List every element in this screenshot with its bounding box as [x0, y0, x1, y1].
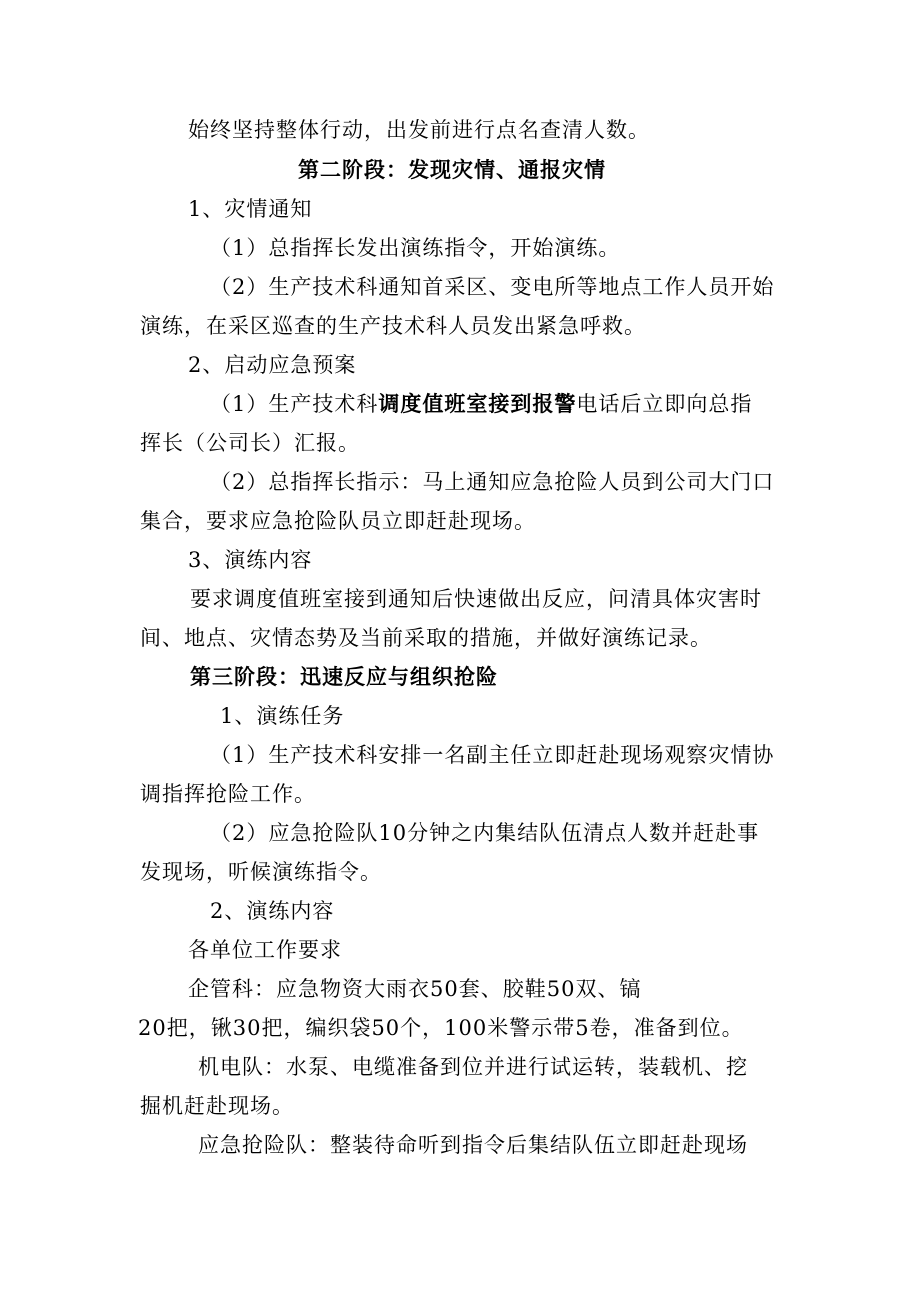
paragraph-line: 始终坚持整体行动，出发前进行点名查清人数。: [188, 118, 650, 142]
paragraph-line: 间、地点、灾情态势及当前采取的措施，并做好演练记录。: [140, 626, 712, 650]
paragraph-line: 机电队：水泵、电缆准备到位并进行试运转，装载机、挖: [198, 1055, 748, 1079]
paragraph-line: （2）生产技术科通知首采区、变电所等地点工作人员开始: [210, 275, 775, 299]
paragraph-line: 演练，在采区巡查的生产技术科人员发出紧急呼救。: [140, 314, 646, 338]
paragraph-line: 调指挥抢险工作。: [140, 782, 316, 806]
section-heading-stage-three: 第三阶段：迅速反应与组织抢险: [190, 664, 498, 689]
paragraph-line: （2）应急抢险队10分钟之内集结队伍清点人数并赶赴事: [210, 821, 760, 845]
paragraph-line: 20把，锹30把，编织袋50个，100米警示带5卷，准备到位。: [138, 1016, 744, 1040]
paragraph-line: （1）生产技术科安排一名副主任立即赶赴现场观察灾情协: [210, 743, 775, 767]
paragraph-line: 应急抢险队：整装待命听到指令后集结队伍立即赶赴现场: [198, 1133, 748, 1157]
section-heading-stage-two: 第二阶段：发现灾情、通报灾情: [298, 157, 606, 182]
text-segment: （1）生产技术科: [210, 392, 379, 416]
paragraph-line: 各单位工作要求: [188, 938, 342, 962]
paragraph-line: 发现场，听候演练指令。: [140, 860, 382, 884]
paragraph-line: （1）总指挥长发出演练指令，开始演练。: [210, 236, 621, 260]
paragraph-line: 挥长（公司长）汇报。: [140, 431, 360, 455]
subheading-drill-content-2: 2、演练内容: [210, 899, 335, 923]
paragraph-line: （2）总指挥长指示：马上通知应急抢险人员到公司大门口: [210, 470, 775, 494]
paragraph-line: 掘机赶赴现场。: [140, 1094, 294, 1118]
subheading-drill-tasks: 1、演练任务: [220, 704, 345, 728]
paragraph-line: 集合，要求应急抢险队员立即赶赴现场。: [140, 509, 536, 533]
subheading-disaster-notice: 1、灾情通知: [188, 197, 313, 221]
bold-text-segment: 调度值班室接到报警: [378, 391, 577, 416]
paragraph-line: 企管科：应急物资大雨衣50套、胶鞋50双、镐: [188, 977, 642, 1001]
subheading-drill-content: 3、演练内容: [188, 548, 313, 572]
text-segment: 电话后立即向总指: [576, 392, 753, 416]
subheading-start-emergency-plan: 2、启动应急预案: [188, 353, 357, 377]
paragraph-line: 要求调度值班室接到通知后快速做出反应，问清具体灾害时: [190, 587, 762, 611]
paragraph-line-mixed: [210, 389, 752, 419]
